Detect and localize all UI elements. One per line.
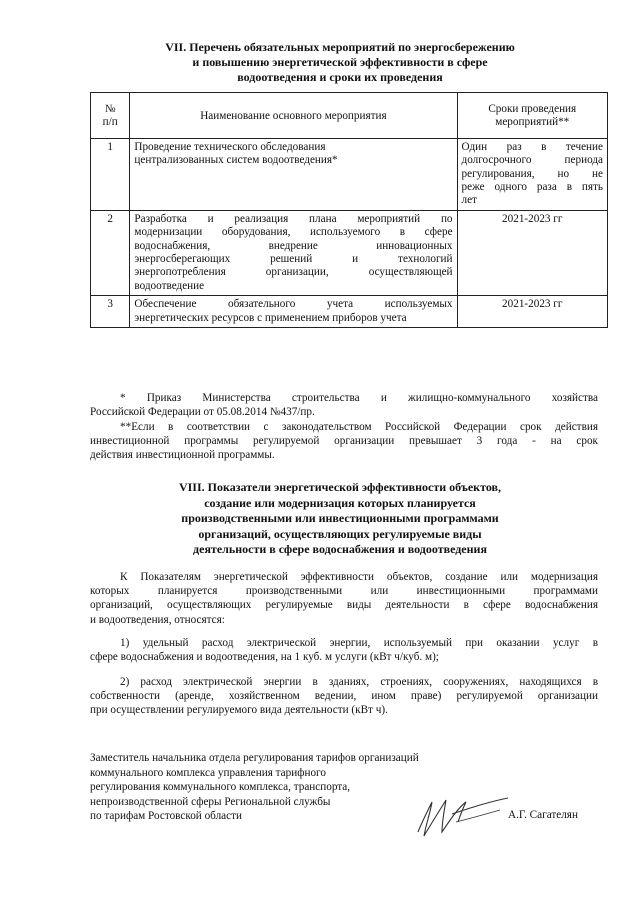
section-8-title-line: производственными или инвестиционными программами xyxy=(181,511,499,525)
row-num: 3 xyxy=(91,296,130,328)
row-num: 2 xyxy=(91,210,130,295)
section-8-intro xyxy=(90,570,598,627)
header-term xyxy=(457,93,607,139)
row-name-line: Обеспечение обязательного учета используемых xyxy=(134,298,453,311)
section-8-item-2 xyxy=(90,675,598,718)
body-line: К Показателям энергетической эффективности объектов, создание или модернизация xyxy=(120,571,598,583)
body-line: 2) расход электрической энергии в зданиях, строениях, сооружениях, находящихся в xyxy=(120,676,598,688)
footnote-line: действия инвестиционной программы. xyxy=(90,449,275,462)
header-term-line: Сроки проведения xyxy=(488,103,577,115)
row-name xyxy=(130,138,457,210)
row-num: 1 xyxy=(91,138,130,210)
header-num-line: № xyxy=(104,103,116,115)
row-name-line: водоснабжения, внедрение инновационных xyxy=(134,239,453,252)
measures-table xyxy=(90,92,608,328)
signature-position-line: непроизводственной сферы Региональной службы xyxy=(90,795,331,808)
section-8-title xyxy=(80,480,600,558)
row-name xyxy=(130,296,457,328)
row-term-line: реже одного раза в пять xyxy=(461,181,603,194)
section-7-title-line: и повышению энергетической эффективности в сфере xyxy=(192,55,488,69)
section-7-title-line: водоотведения и сроки их проведения xyxy=(237,70,443,84)
table-row xyxy=(91,296,608,328)
signatory-name: А.Г. Сагателян xyxy=(508,809,578,821)
row-name-line: энергетических ресурсов с применением приборов учета xyxy=(134,311,407,324)
body-line: при осуществлении регулируемого вида деятельности (кВт ч). xyxy=(90,704,388,717)
section-8-title-line: деятельности в сфере водоснабжения и водоотведения xyxy=(193,542,487,556)
table-row xyxy=(91,138,608,210)
section-7-title xyxy=(80,40,600,85)
row-name-line: энергосберегающих решений и технологий xyxy=(134,253,453,266)
section-8-item-1 xyxy=(90,636,598,664)
footnote-2 xyxy=(90,420,598,463)
section-8-title-line: организаций, осуществляющих регулируемые виды xyxy=(198,526,482,541)
header-term-line: мероприятий** xyxy=(495,116,570,129)
footnote-line: инвестиционной программы регулируемой организации превышает 3 года - на срок xyxy=(90,435,598,448)
body-line: организаций, осуществляющих регулируемые виды деятельности в сфере водоснабжения xyxy=(90,599,598,612)
table-header-row xyxy=(91,93,608,139)
body-line: которых планируется производственными или инвестиционными программами xyxy=(90,585,598,598)
table-row xyxy=(91,210,608,295)
row-name-line: модернизации оборудования, используемого в сфере xyxy=(134,226,453,239)
row-term-line: лет xyxy=(461,194,477,207)
header-name: Наименование основного мероприятия xyxy=(130,93,457,139)
handwritten-signature-icon xyxy=(412,792,512,840)
row-name-line: энергопотребления организации, осуществляющей xyxy=(134,266,453,279)
row-name-line: централизованных систем водоотведения* xyxy=(134,154,338,167)
body-line: и водоотведения, относятся: xyxy=(90,613,225,626)
row-term: 2021-2023 гг xyxy=(457,210,607,295)
footnote-line: * Приказ Министерства строительства и жилищно-коммунального хозяйства xyxy=(120,392,598,404)
footnote-1 xyxy=(90,391,598,419)
row-name-line: Проведение технического обследования xyxy=(134,140,326,153)
body-line: сфере водоснабжения и водоотведения, на 1 куб. м услуги (кВт ч/куб. м); xyxy=(90,651,439,664)
row-term xyxy=(457,138,607,210)
row-term-line: Один раз в течение xyxy=(461,140,603,153)
section-8-title-line: создание или модернизация которых планируется xyxy=(204,495,476,510)
row-term: 2021-2023 гг xyxy=(457,296,607,328)
row-term-line: регулирования, но не xyxy=(461,167,603,180)
section-8-title-line: VIII. Показатели энергетической эффективности объектов, xyxy=(178,480,502,494)
footnote-line: Российской Федерации от 05.08.2014 №437/пр. xyxy=(90,406,315,419)
header-num-line: п/п xyxy=(102,116,118,129)
row-term-line: долгосрочного периода xyxy=(461,154,603,167)
row-name-line: Разработка и реализация плана мероприятий по xyxy=(134,212,453,225)
signature-position-line: регулирования коммунального комплекса, транспорта, xyxy=(90,781,351,794)
row-name-line: водоотведение xyxy=(134,279,205,292)
signature-position-line: коммунального комплекса управления тарифного xyxy=(90,766,326,779)
signature-position-line: Заместитель начальника отдела регулирования тарифов организаций xyxy=(90,752,419,764)
section-7-title-line: VII. Перечень обязательных мероприятий по энергосбережению xyxy=(165,40,515,54)
signature-position-line: по тарифам Ростовской области xyxy=(90,810,242,823)
header-num xyxy=(91,93,130,139)
footnote-line: **Если в соответствии с законодательством Российской Федерации срок действия xyxy=(120,421,598,433)
row-name xyxy=(130,210,457,295)
body-line: 1) удельный расход электрической энергии, используемый при оказании услуг в xyxy=(120,637,598,649)
body-line: собственности (аренде, хозяйственном ведении, ином праве) регулируемой организации xyxy=(90,690,598,703)
